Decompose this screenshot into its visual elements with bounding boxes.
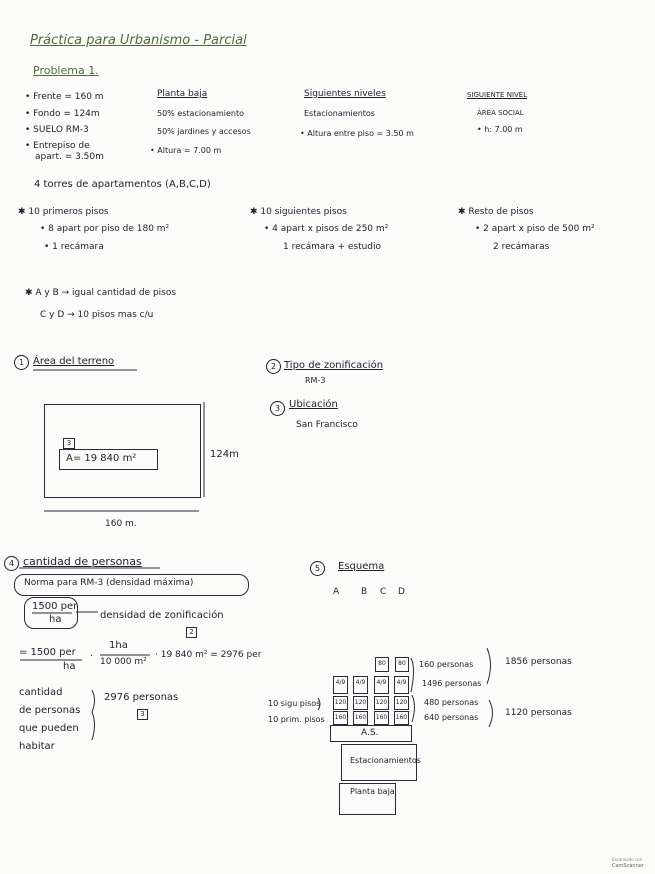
section-title: Esquema (338, 561, 385, 572)
towers-heading: 4 torres de apartamentos (A,B,C,D) (34, 179, 211, 190)
page-title: Práctica para Urbanismo - Parcial (30, 33, 247, 48)
area-value: A= 19 840 m² (66, 453, 137, 464)
ground-item: 50% jardines y accesos (157, 127, 251, 136)
formula-b: 1ha (109, 640, 128, 651)
next-levels-head: Siguientes niveles (304, 89, 386, 99)
people-label: cantidad (19, 687, 63, 698)
people-label: de personas (19, 705, 81, 716)
lot-entrepiso-value: apart. = 3.50m (35, 152, 104, 162)
section-number: 3 (270, 401, 285, 416)
schema-ground-label: Planta baja (350, 787, 395, 796)
lot-fondo: • Fondo = 124m (25, 109, 100, 119)
watermark-line: Escaneado con (612, 857, 643, 862)
next-level-item: ÁREA SOCIAL (477, 109, 524, 117)
schema-cell-sigu: 120 (333, 696, 348, 710)
section-title: Tipo de zonificación (284, 360, 384, 371)
schema-row-label: 10 prim. pisos (268, 715, 325, 724)
ab-line: ✱ A y B → igual cantidad de pisos (25, 288, 177, 298)
schema-cell-top: 80 (375, 657, 389, 672)
people-value: 2976 personas (104, 692, 179, 703)
schema-total: 1856 personas (505, 657, 572, 667)
schema-cell-prim: 160 (394, 711, 409, 725)
next-levels-item: • Altura entre piso = 3.50 m (300, 129, 414, 138)
schema-people: 480 personas (424, 698, 479, 707)
schema-cell-mid: 4/9 (374, 676, 389, 694)
formula-a-den: ha (63, 661, 76, 672)
score-badge: 2 (186, 627, 197, 638)
zoning-value: RM-3 (305, 376, 326, 385)
schema-cell-sigu: 120 (353, 696, 368, 710)
floors-col2-item: 1 recámara + estudio (283, 242, 382, 252)
ground-head: Planta baja (157, 89, 208, 99)
floors-col3-item: • 2 apart x piso de 500 m² (475, 224, 595, 234)
floors-col1-item: • 1 recámara (44, 242, 104, 252)
ground-item: • Altura = 7.00 m (150, 146, 222, 155)
density-label: densidad de zonificación (100, 610, 224, 621)
formula-a: = 1500 per (19, 647, 76, 658)
formula-c: · 19 840 m² = 2976 per (155, 650, 262, 660)
section-title: cantidad de personas (23, 555, 142, 568)
watermark-line: CamScanner (612, 863, 644, 869)
formula-dot: · (90, 651, 94, 662)
lot-suelo: • SUELO RM-3 (25, 125, 89, 135)
schema-cell-prim: 160 (353, 711, 368, 725)
lot-height-label: 124m (210, 449, 239, 460)
schema-social-label: A.S. (361, 728, 379, 738)
schema-cell-prim: 160 (374, 711, 389, 725)
schema-people: 160 personas (419, 660, 474, 669)
schema-cell-sigu: 120 (394, 696, 409, 710)
lot-width-label: 160 m. (105, 519, 137, 529)
schema-cell-prim: 160 (333, 711, 348, 725)
next-levels-item: Estacionamientos (304, 109, 375, 118)
score-badge: 3 (137, 709, 148, 720)
norm-text: Norma para RM-3 (densidad máxima) (24, 578, 194, 588)
tower-letter: A (333, 587, 340, 597)
floors-col2-head: ✱ 10 siguientes pisos (250, 207, 347, 217)
location-value: San Francisco (296, 420, 358, 430)
schema-row-label: 10 sigu pisos (268, 699, 321, 708)
density-unit: ha (49, 614, 62, 625)
cd-line: C y D → 10 pisos mas c/u (40, 310, 154, 320)
schema-cell-sigu: 120 (374, 696, 389, 710)
tower-letter: D (398, 587, 405, 597)
floors-col3-item: 2 recámaras (493, 242, 550, 252)
schema-cell-mid: 4/9 (333, 676, 348, 694)
schema-people: 1496 personas (422, 679, 482, 688)
schema-parking-label: Estacionamientos (350, 756, 421, 765)
ground-item: 50% estacionamiento (157, 109, 244, 118)
floors-col3-head: ✱ Resto de pisos (458, 207, 534, 217)
floors-col1-head: ✱ 10 primeros pisos (18, 207, 109, 217)
lot-frente: • Frente = 160 m (25, 92, 104, 102)
score-badge: 3 (63, 438, 75, 449)
next-level-item: • h: 7.00 m (477, 125, 523, 134)
people-label: habitar (19, 741, 55, 752)
schema-cell-mid: 4/9 (353, 676, 368, 694)
section-title: Ubicación (289, 399, 338, 410)
lot-entrepiso: • Entrepiso de (25, 141, 90, 151)
section-number: 5 (310, 561, 325, 576)
next-level-head: SIGUIENTE NIVEL (467, 91, 528, 99)
problem-heading: Problema 1. (33, 64, 99, 77)
density-value: 1500 per (32, 601, 78, 612)
schema-total: 1120 personas (505, 708, 572, 718)
formula-b-den: 10 000 m² (100, 657, 147, 667)
schema-cell-top: 80 (395, 657, 409, 672)
tower-letter: B (361, 587, 368, 597)
section-number: 2 (266, 359, 281, 374)
people-label: que pueden (19, 723, 79, 734)
floors-col1-item: • 8 apart por piso de 180 m² (40, 224, 170, 234)
tower-letter: C (380, 587, 387, 597)
schema-people: 640 personas (424, 713, 479, 722)
schema-cell-mid: 4/9 (394, 676, 409, 694)
section-number: 4 (4, 556, 19, 571)
section-title: Área del terreno (33, 356, 115, 367)
floors-col2-item: • 4 apart x pisos de 250 m² (264, 224, 389, 234)
section-number: 1 (14, 355, 29, 370)
